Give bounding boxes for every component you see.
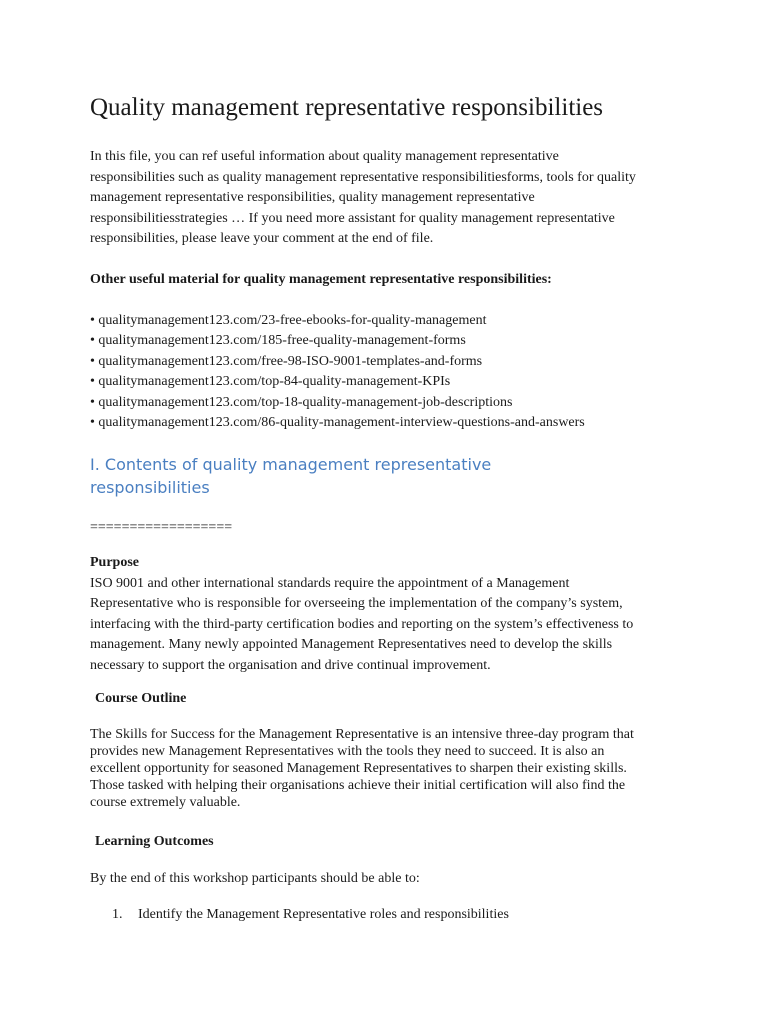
resource-link[interactable]: • qualitymanagement123.com/86-quality-management-interview-questions-and-answers bbox=[90, 415, 585, 431]
course-outline-heading: Course Outline bbox=[95, 691, 187, 706]
purpose-line: interfacing with the third-party certification bodies and reporting on the system’s effectiveness to bbox=[90, 616, 634, 632]
intro-line: responsibilitiesstrategies … If you need more assistant for quality management representative bbox=[90, 210, 615, 226]
separator-line: ================== bbox=[90, 520, 233, 535]
other-material-heading: Other useful material for quality management representative responsibilities: bbox=[90, 272, 552, 287]
section-heading-line: responsibilities bbox=[90, 478, 210, 497]
learning-outcomes-heading: Learning Outcomes bbox=[95, 834, 214, 849]
resource-link[interactable]: • qualitymanagement123.com/23-free-ebooks-for-quality-management bbox=[90, 313, 487, 328]
purpose-line: management. Many newly appointed Management Representatives need to develop the skills bbox=[90, 637, 613, 653]
learning-outcomes-list bbox=[90, 905, 509, 925]
intro-line: In this file, you can ref useful information about quality management representative bbox=[90, 149, 559, 164]
resource-link[interactable]: • qualitymanagement123.com/top-18-quality-management-job-descriptions bbox=[90, 394, 513, 410]
section-heading bbox=[90, 453, 650, 499]
intro-paragraph bbox=[90, 147, 690, 250]
list-item bbox=[90, 905, 509, 925]
resource-link[interactable]: • qualitymanagement123.com/185-free-quality-management-forms bbox=[90, 333, 466, 349]
resource-link-list bbox=[90, 311, 585, 433]
outline-line: Those tasked with helping their organisations achieve their initial certification will also find the bbox=[90, 778, 626, 793]
purpose-line: ISO 9001 and other international standards require the appointment of a Management bbox=[90, 576, 570, 591]
intro-line: responsibilities, please leave your comment at the end of file. bbox=[90, 231, 434, 247]
purpose-paragraph bbox=[90, 574, 690, 676]
outline-line: excellent opportunity for seasoned Management Representatives to sharpen their existing skills. bbox=[90, 761, 627, 776]
list-item-text: Identify the Management Representative roles and responsibilities bbox=[138, 907, 509, 922]
purpose-heading: Purpose bbox=[90, 555, 139, 570]
outline-line: The Skills for Success for the Management Representative is an intensive three-day program that bbox=[90, 727, 634, 742]
purpose-line: Representative who is responsible for overseeing the implementation of the company’s system, bbox=[90, 596, 623, 612]
section-heading-line: I. Contents of quality management representative bbox=[90, 455, 492, 474]
outline-line: provides new Management Representatives with the tools they need to succeed. It is also an bbox=[90, 744, 605, 759]
page-title: Quality management representative responsibilities bbox=[90, 94, 604, 121]
resource-link[interactable]: • qualitymanagement123.com/top-84-quality-management-KPIs bbox=[90, 374, 451, 390]
course-outline-paragraph bbox=[90, 726, 690, 811]
resource-link[interactable]: • qualitymanagement123.com/free-98-ISO-9001-templates-and-forms bbox=[90, 353, 483, 369]
intro-line: responsibilities such as quality management representative responsibilitiesforms, tools for quality bbox=[90, 169, 636, 185]
purpose-line: necessary to support the organisation and drive continual improvement. bbox=[90, 657, 491, 673]
outline-line: course extremely valuable. bbox=[90, 795, 241, 810]
intro-line: management representative responsibilities, quality management representative bbox=[90, 190, 535, 206]
learning-outcomes-intro: By the end of this workshop participants should be able to: bbox=[90, 871, 420, 886]
list-item-number: 1. bbox=[112, 907, 123, 922]
